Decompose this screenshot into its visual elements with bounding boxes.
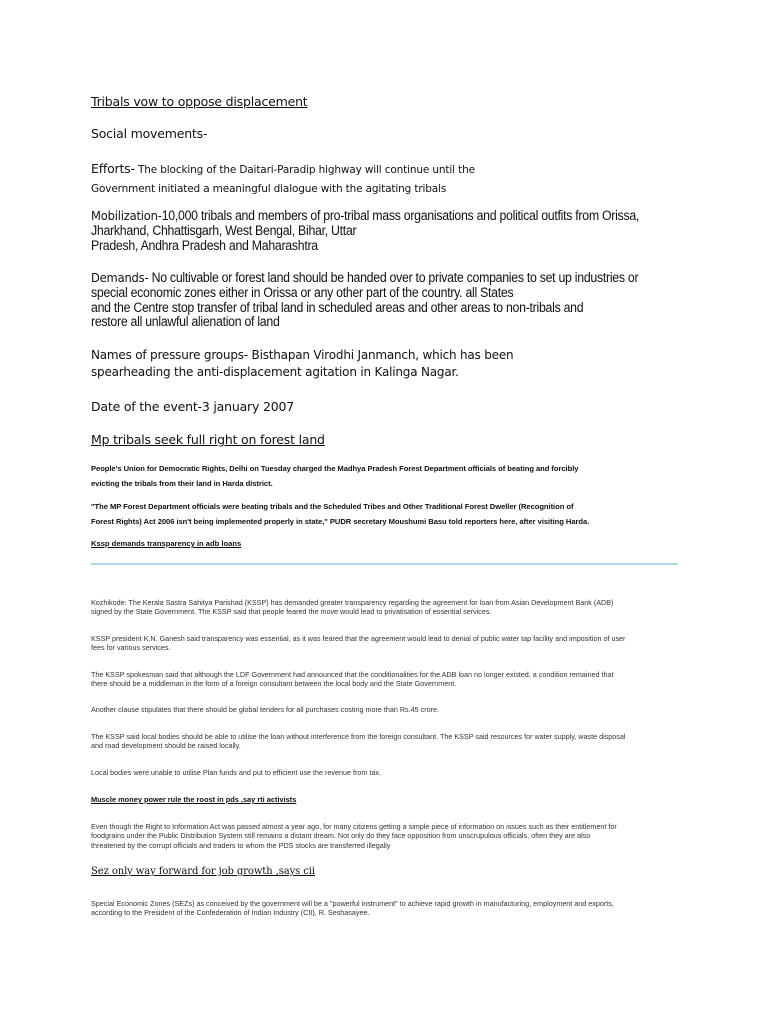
demands-label: Demands- bbox=[91, 270, 149, 285]
pressure-groups-paragraph bbox=[91, 347, 513, 381]
efforts-label: Efforts- bbox=[91, 161, 135, 176]
pudr-para2-line-2: Forest Rights) Act 2006 isn't being implemented properly in state," PUDR secretary Moushumi Basu told reporters here, after visiting Harda. bbox=[91, 517, 590, 526]
article-title-sez: Sez only way forward for job growth ,says cii bbox=[91, 866, 315, 877]
pds-line-3: threatened by the corrupt officials and traders to whom the PDS stocks are transferred illegally bbox=[91, 840, 391, 850]
sez-line-1: Special Economic Zones (SEZs) as conceived by the government will be a "powerful instrument" to achieve rapid growth in manufacturing, employment and exports, bbox=[91, 899, 614, 908]
event-date: Date of the event-3 january 2007 bbox=[91, 399, 294, 414]
kssp-paragraph-2 bbox=[91, 634, 681, 653]
kssp-p1-line-1: Kozhikode: The Kerala Sastra Sahitya Parishad (KSSP) has demanded greater transparency regarding the agreement for loan from Asian Development Bank (ADB) bbox=[91, 598, 614, 607]
kssp-p3-line-1: The KSSP spokesman said that although the LDF Government had announced that the conditionalities for the ADB loan no longer existed, a condition remained that bbox=[91, 670, 614, 679]
kssp-paragraph-4: Another clause stipulates that there should be global tenders for all purchases costing more than Rs.45 crore. bbox=[91, 705, 439, 714]
article-title-mp-tribals: Mp tribals seek full right on forest land bbox=[91, 432, 325, 447]
kssp-p5-line-2: and road development should be raised locally. bbox=[91, 741, 241, 751]
demands-line-1: No cultivable or forest land should be handed over to private companies to set up industries or bbox=[148, 270, 639, 285]
pudr-para2-line-1: "The MP Forest Department officials were beating tribals and the Scheduled Tribes and Other Traditional Forest Dweller (Recognition of bbox=[91, 502, 574, 511]
sez-line-2: according to the President of the Confederation of Indian Industry (CII), R. Seshasayee. bbox=[91, 908, 370, 918]
mobilization-line-3: Pradesh, Andhra Pradesh and Maharashtra bbox=[91, 237, 318, 253]
article-title-kssp: Kssp demands transparency in adb loans bbox=[91, 539, 242, 548]
kssp-p2-line-2: fees for various services. bbox=[91, 643, 171, 653]
efforts-line-2: Government initiated a meaningful dialogue with the agitating tribals bbox=[91, 183, 447, 195]
mobilization-line-1: 10,000 tribals and members of pro-tribal mass organisations and political outfits from Orissa, bbox=[161, 208, 640, 223]
social-movements-heading: Social movements- bbox=[91, 126, 208, 141]
section-divider bbox=[91, 563, 678, 565]
demands-paragraph bbox=[91, 271, 680, 330]
efforts-paragraph bbox=[91, 160, 475, 198]
kssp-p3-line-2: there should be a middleman in the form of a foreign consultant between the local body and the State Government. bbox=[91, 679, 457, 689]
demands-line-2: special economic zones either in Orissa or any other part of the country. all States bbox=[91, 284, 514, 300]
kssp-p2-line-1: KSSP president K.N. Ganesh said transparency was essential, as it was feared that the agreement would lead to denial of public water tap facility and imposition of user bbox=[91, 634, 626, 643]
pressure-groups-line-1: Names of pressure groups- Bisthapan Virodhi Janmanch, which has been bbox=[91, 348, 514, 362]
mobilization-line-2: Jharkhand, Chhattisgarh, West Bengal, Bihar, Uttar bbox=[91, 222, 357, 238]
kssp-paragraph-1 bbox=[91, 598, 681, 617]
pds-line-1: Even though the Right to Information Act was passed almost a year ago, for many citizens getting a simple piece of information on issues such as their entitlement for bbox=[91, 822, 617, 831]
pudr-para1-line-1: People's Union for Democratic Rights, Delhi on Tuesday charged the Madhya Pradesh Forest Department officials of beating and forcibly bbox=[91, 464, 579, 473]
pudr-paragraph-2 bbox=[91, 499, 677, 529]
sez-paragraph bbox=[91, 899, 681, 918]
kssp-paragraph-5 bbox=[91, 732, 681, 751]
article-title-pds: Muscle money power rule the roost in pds ,say rti activists bbox=[91, 795, 297, 804]
pudr-paragraph-1 bbox=[91, 461, 677, 491]
pds-paragraph bbox=[91, 822, 681, 850]
kssp-paragraph-3 bbox=[91, 670, 681, 689]
kssp-paragraph-6: Local bodies were unable to utilise Plan funds and put to efficient use the revenue from tax. bbox=[91, 768, 381, 777]
article-title-tribals: Tribals vow to oppose displacement bbox=[91, 94, 308, 109]
kssp-p5-line-1: The KSSP said local bodies should be able to utilise the loan without interference from the foreign consultant. The KSSP said resources for water supply, waste disposal bbox=[91, 732, 626, 741]
mobilization-paragraph bbox=[91, 209, 680, 253]
pudr-para1-line-2: evicting the tribals from their land in Harda district. bbox=[91, 479, 273, 488]
pressure-groups-line-2: spearheading the anti-displacement agitation in Kalinga Nagar. bbox=[91, 365, 459, 379]
kssp-p1-line-2: signed by the State Government. The KSSP said that people feared the move would lead to privatisation of essential services. bbox=[91, 607, 492, 617]
demands-line-4: restore all unlawful alienation of land bbox=[91, 314, 280, 330]
pds-line-2: foodgrains under the Public Distribution System still remains a distant dream. Not only do they face opposition from unscrupulous officials, often they are also bbox=[91, 831, 591, 841]
demands-line-3: and the Centre stop transfer of tribal land in scheduled areas and other areas to non-tribals and bbox=[91, 299, 584, 315]
mobilization-label: Mobilization- bbox=[91, 208, 162, 223]
efforts-line-1: The blocking of the Daitari-Paradip highway will continue until the bbox=[134, 164, 475, 176]
